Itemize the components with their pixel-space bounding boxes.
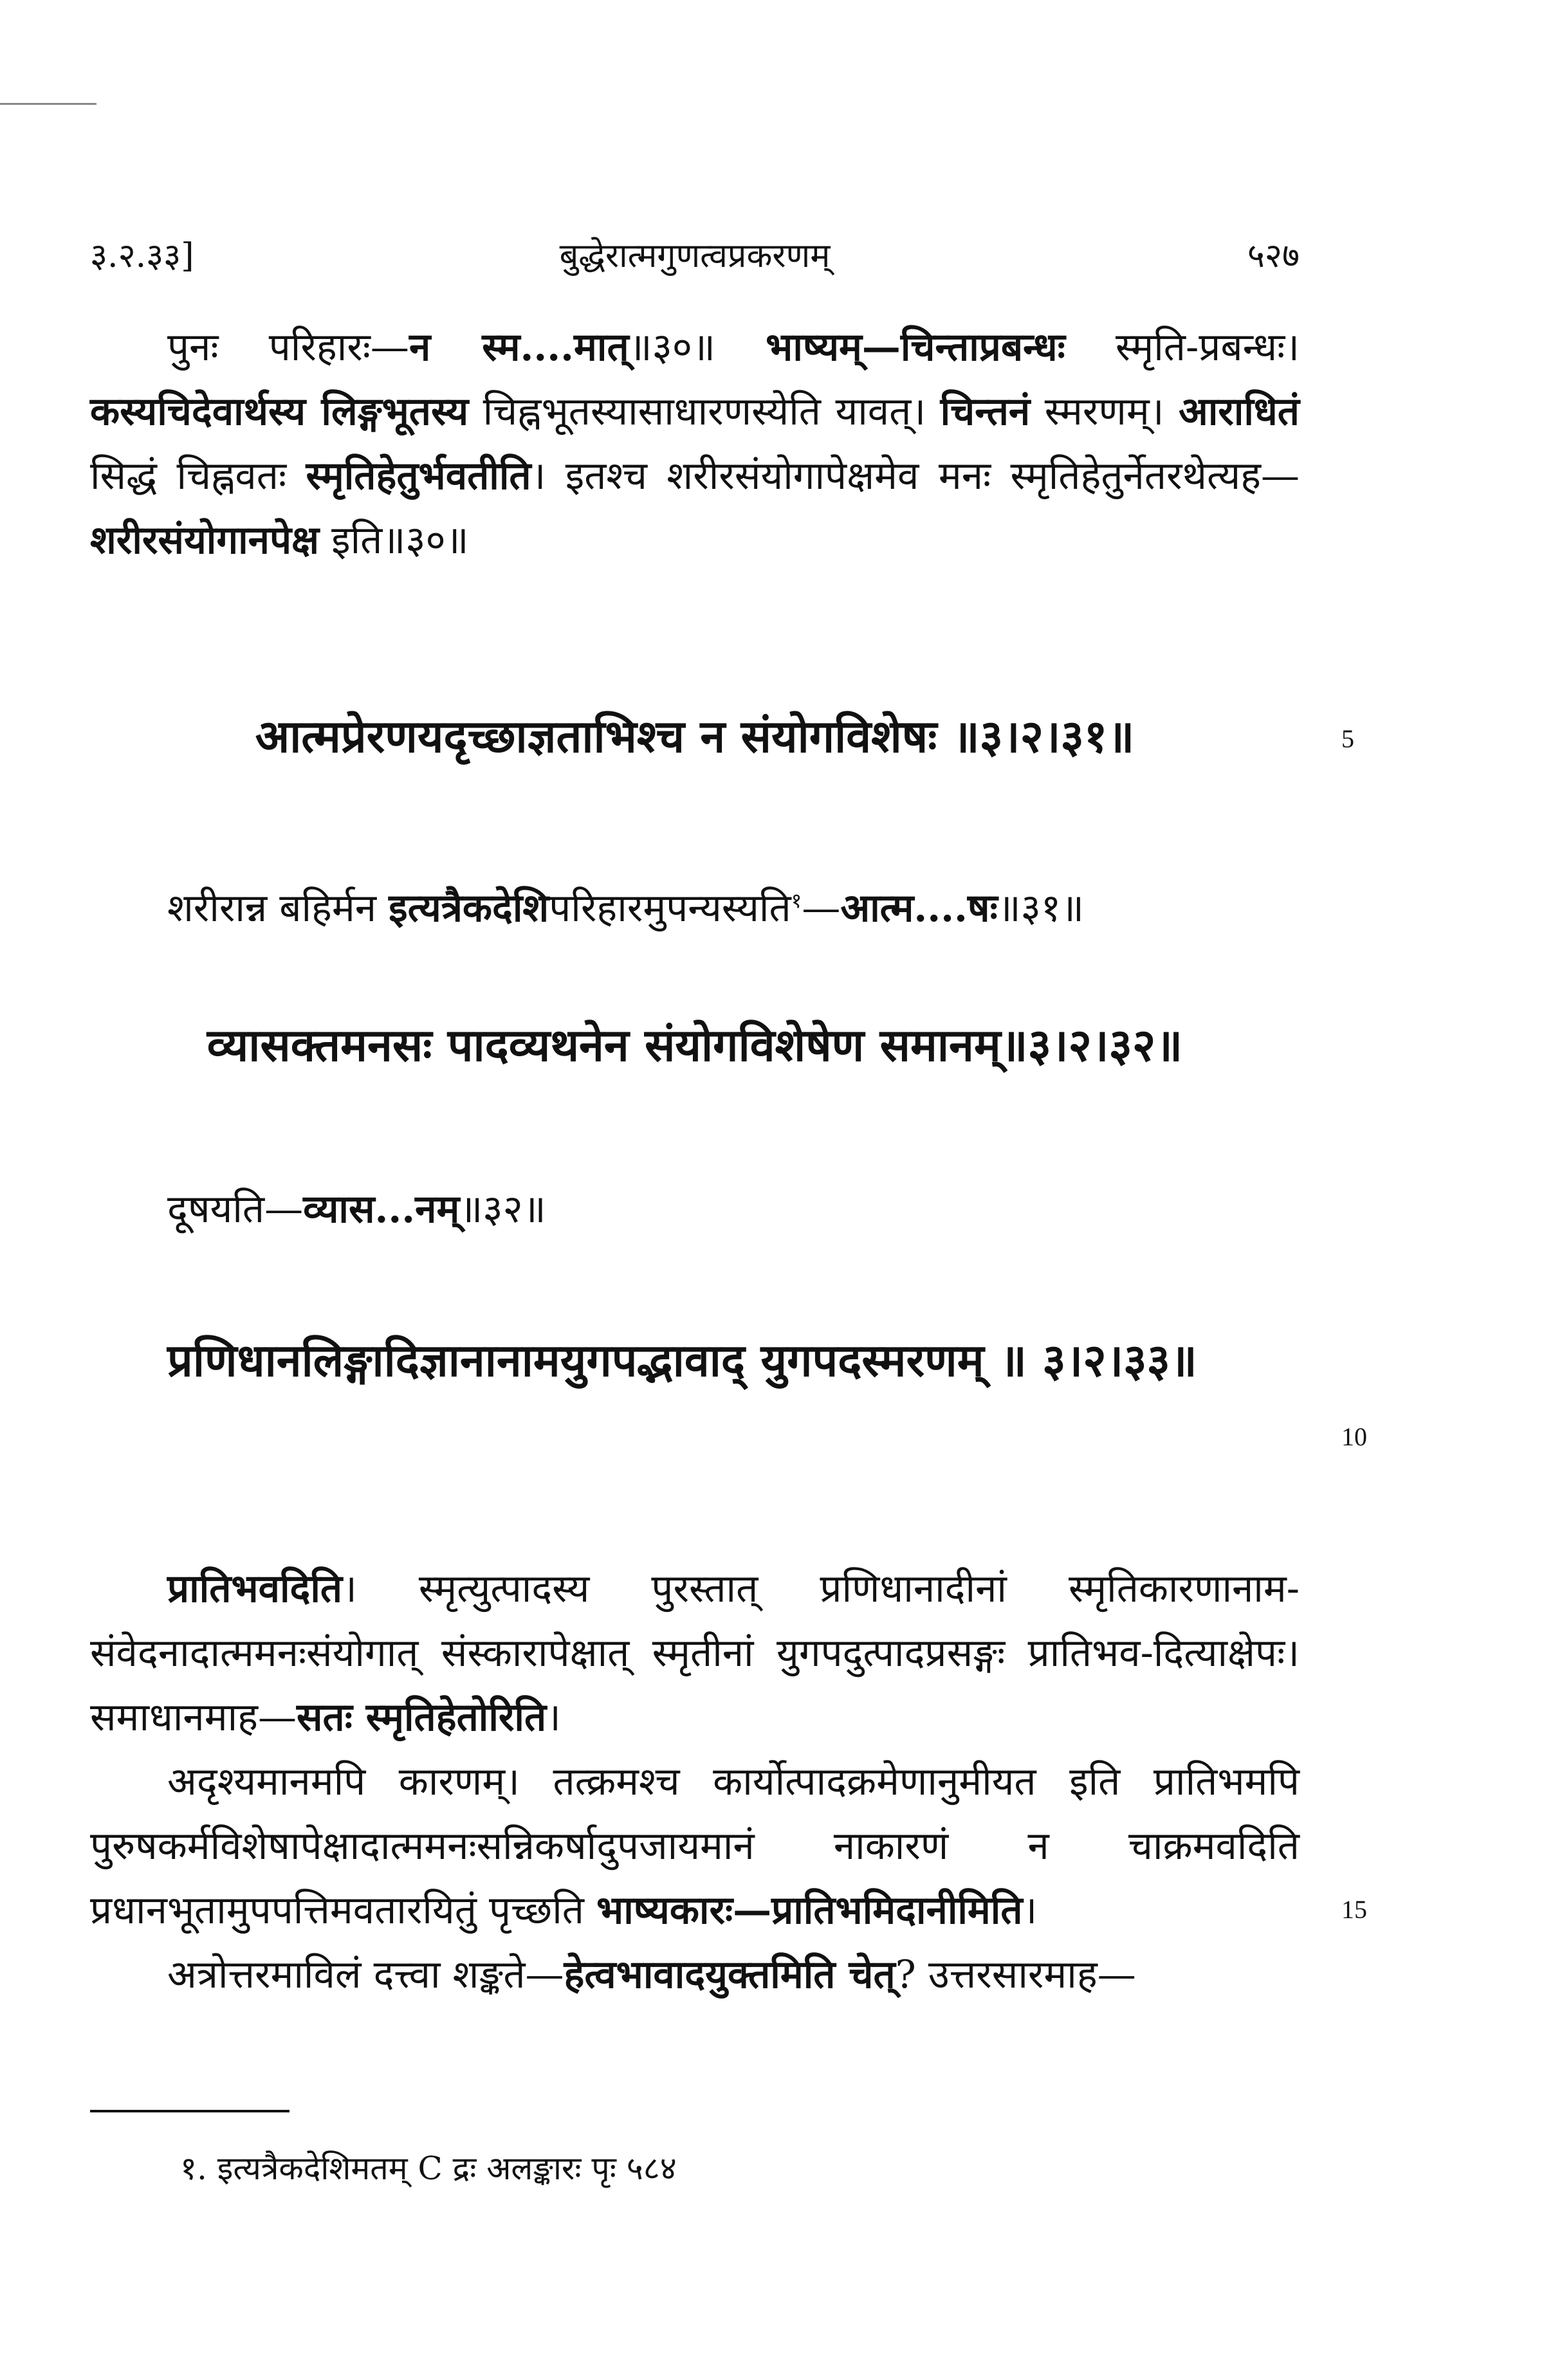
sutra-3-2-32: व्यासक्तमनसः पादव्यथनेन संयोगविशेषेण समानम्॥३।२।३२॥: [207, 1018, 1183, 1072]
footnote-marker: १: [791, 888, 802, 913]
line-number-10: 10: [1341, 1422, 1367, 1451]
scan-edge-mark: [0, 103, 96, 105]
sutra-3-2-33: प्रणिधानलिङ्गादिज्ञानानामयुगपद्भावाद् युगपदस्मरणम् ॥ ३।२।३३॥: [167, 1333, 1197, 1387]
running-header: [90, 232, 1300, 283]
footnote-separator: [90, 2110, 290, 2112]
line-number-5: 5: [1341, 724, 1354, 753]
sutra-3-2-31: आत्मप्रेरणयदृच्छाज्ञताभिश्च न संयोगविशेषः ॥३।२।३१॥: [255, 709, 1135, 763]
section-reference: ३.२.३३]: [90, 237, 194, 275]
line-number-15: 15: [1341, 1895, 1367, 1924]
footnote: १. इत्यत्रैकदेशिमतम् C द्रः अलङ्कारः पृः ५८४: [180, 2150, 677, 2187]
commentary-paragraph-31: शरीरान्न बहिर्मन इत्यत्रैकदेशिपरिहारमुपन्यस्यति$^१$—आत्म....षः॥३१॥: [167, 886, 1085, 931]
commentary-paragraph-30: पुनः परिहारः—न स्म....मात्॥३०॥ भाष्यम्—चिन्ताप्रबन्धः स्मृति-प्रबन्धः। कस्यचिदेवार्थस्य लिङ्गभूतस्य चिह्नभूतस्यासाधारणस्येति यावत्। चिन्तनं स्मरणम्। आराधितं सिद्धं चिह्नवतः स्मृतिहेतुर्भवतीति। इतश्च शरीरसंयोगापेक्षमेव मनः स्मृतिहेतुर्नेतरथेत्यह—शरीरसंयोगानपेक्ष इति॥३०॥: [90, 325, 1300, 563]
page-number: ५२७: [1247, 237, 1300, 275]
commentary-paragraph-33: प्रातिभवदिति। स्मृत्युत्पादस्य पुरस्तात् प्रणिधानादीनां स्मृतिकारणानाम-संवेदनादात्ममनःसंयोगात् संस्कारापेक्षात् स्मृतीनां युगपदुत्पादप्रसङ्गः प्रातिभव-दित्याक्षेपः। समाधानमाह—सतः स्मृतिहेतोरिति। अदृश्यमानमपि कारणम्। तत्क्रमश्च कार्योत्पादक्रमेणानुमीयत इति प्रातिभमपि पुरुषकर्मविशेषापेक्षादात्ममनःसन्निकर्षादुपजायमानं नाकारणं न चाक्रमवदिति प्रधानभूतामुपपत्तिमवतारयितुं पृच्छति भाष्यकारः—प्रातिभमिदानीमिति। अत्रोत्तरमाविलं दत्त्वा शङ्कते—हेत्वभावादयुक्तमिति चेत्? उत्तरसारमाह—: [90, 1566, 1300, 1997]
chapter-title: बुद्धेरात्मगुणत्वप्रकरणम्: [559, 237, 831, 275]
commentary-paragraph-32: दूषयति—व्यास...नम्॥३२॥: [167, 1187, 546, 1232]
